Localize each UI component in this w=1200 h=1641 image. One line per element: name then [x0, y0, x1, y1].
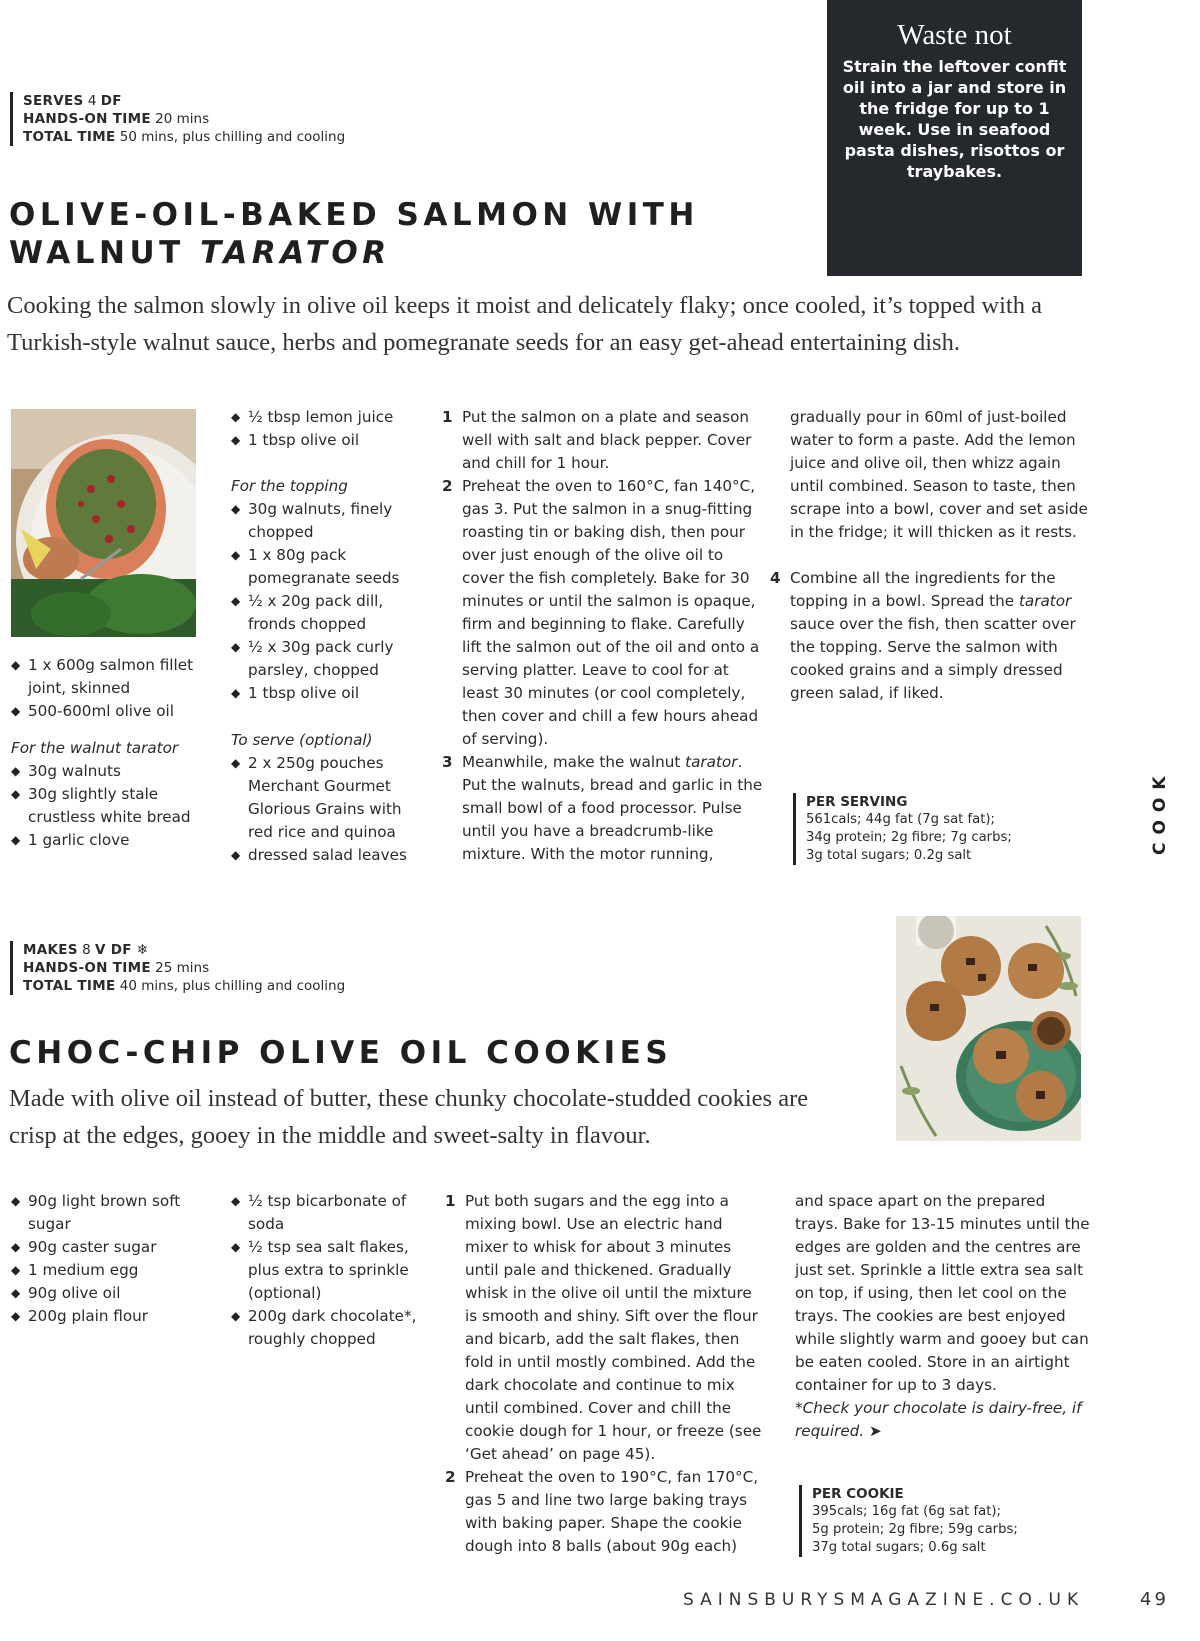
step2-continued: and space apart on the prepared trays. Bake for 13-15 minutes until the edges are golden and the centres are just set. Sprinkle a little extra sea salt on top, if using, then let cool on the trays. The cookies are best enjoyed while slightly warm and gooey but can be eaten cooled. Store in an airtight container for up to 3 days. [795, 1192, 1090, 1394]
list-item: ◆ 2 x 250g pouches Merchant Gourmet Glorious Grains with red rice and quinoa [231, 752, 411, 844]
to-serve-ingredients [231, 752, 411, 867]
serves-label: SERVES [23, 93, 84, 109]
per-serving-heading: PER SERVING [806, 794, 908, 810]
step-text: Put the salmon on a plate and season well with salt and black pepper. Cover and chill for 1 hour. [462, 408, 752, 472]
method-step [445, 1466, 765, 1558]
total-time-value: 50 mins, plus chilling and cooling [119, 129, 346, 145]
step-text: Preheat the oven to 160°C, fan 140°C, gas 3. Put the salmon in a snug-fitting roasting tin or baking dish, then pour over just enough of the olive oil to cover the fish completely. Bake for 30 minutes or until the salmon is opaque, firm and beginning to flake. Carefully lift the salmon out of the oil and onto a serving platter. Leave to cool for at least 30 minutes (or cool completely, then cover and chill a few hours ahead of serving). [462, 477, 760, 748]
diet-badge: V DF ❄ [94, 942, 149, 958]
list-item: ◆ 1 x 80g pack pomegranate seeds [231, 544, 411, 590]
diet-badge: DF [100, 93, 122, 109]
salmon-method [442, 406, 764, 866]
walnut-tarator-heading: For the walnut tarator [11, 739, 179, 757]
total-time-label: TOTAL TIME [23, 978, 116, 994]
list-item: ◆ ½ tsp bicarbonate of soda [231, 1190, 431, 1236]
dairy-free-note [795, 1397, 1090, 1443]
tarator-ingredients-cont [231, 406, 421, 452]
per-cookie-nutrition [799, 1485, 1072, 1557]
recipe2-intro: Made with olive oil instead of butter, these chunky chocolate-studded cookies are crisp at the edges, gooey in the middle and sweet-salty in flavour. [9, 1085, 809, 1149]
list-item: ◆ ½ tsp sea salt flakes, plus extra to sprinkle (optional) [231, 1236, 431, 1305]
step-text: Put both sugars and the egg into a mixing bowl. Use an electric hand mixer to whisk for about 3 minutes until pale and thickened. Gradually whisk in the olive oil until the mixture is smooth and shiny. Sift over the flour and bicarb, add the salt flakes, then fold in until mostly combined. Add the dark chocolate and continue to mix until combined. Cover and chill the cookie dough for 1 hour, or freeze (see ‘Get ahead’ on page 45). [465, 1192, 762, 1463]
per-serving-nutrition [793, 793, 1066, 865]
list-item: ◆ 30g walnuts, finely chopped [231, 498, 411, 544]
hands-on-label: HANDS-ON TIME [23, 960, 151, 976]
recipe2-meta [10, 941, 403, 995]
list-item: ◆ dressed salad leaves [231, 844, 411, 867]
salmon-photo [11, 409, 196, 637]
nutrition-line: 5g protein; 2g fibre; 59g carbs; [812, 1522, 1018, 1537]
note-text: *Check your chocolate is dairy-free, if required. [795, 1399, 1082, 1440]
step-number: 3 [442, 753, 453, 771]
list-item: ◆ 200g dark chocolate*, roughly chopped [231, 1305, 431, 1351]
list-item: ◆ 90g olive oil [11, 1282, 201, 1305]
waste-not-box [827, 0, 1082, 276]
step-text-italic: tarator [685, 753, 738, 771]
method-step [445, 1190, 765, 1466]
step-number: 4 [770, 569, 781, 587]
recipe1-meta [10, 92, 403, 146]
nutrition-line: 3g total sugars; 0.2g salt [806, 848, 972, 863]
list-item: ◆ 90g light brown soft sugar [11, 1190, 201, 1236]
step-text-italic: tarator [1018, 592, 1072, 610]
method-step [442, 751, 764, 866]
list-item: ◆ 1 tbsp olive oil [231, 429, 421, 452]
to-serve-heading: To serve (optional) [231, 731, 373, 749]
list-item: ◆ ½ tbsp lemon juice [231, 406, 421, 429]
nutrition-line: 561cals; 44g fat (7g sat fat); [806, 812, 995, 827]
method-step [442, 475, 764, 751]
cookie-ingredients-col1 [11, 1190, 201, 1328]
step3-continued: gradually pour in 60ml of just-boiled water to form a paste. Add the lemon juice and olive oil, then whizz again until combined. Season to taste, then scrape into a bowl, cover and set aside in the fridge; it will thicken as it rests. [790, 408, 1088, 541]
serves-value: 4 [87, 93, 97, 109]
total-time-label: TOTAL TIME [23, 129, 116, 145]
cookies-photo [896, 916, 1081, 1141]
nutrition-line: 395cals; 16g fat (6g sat fat); [812, 1504, 1001, 1519]
list-item: ◆ 1 x 600g salmon fillet joint, skinned [11, 654, 201, 700]
step-number: 1 [445, 1192, 456, 1210]
list-item: ◆ 200g plain flour [11, 1305, 201, 1328]
list-item: ◆ 30g slightly stale crustless white bread [11, 783, 201, 829]
step-text: Preheat the oven to 190°C, fan 170°C, gas 5 and line two large baking trays with baking paper. Shape the cookie dough into 8 balls (about 90g each) [465, 1468, 759, 1555]
title-italic: TARATOR [200, 235, 391, 271]
method-step [442, 406, 764, 475]
waste-not-title: Waste not [897, 19, 1012, 51]
title-line2: WALNUT [9, 235, 201, 271]
hands-on-value: 25 mins [155, 960, 210, 976]
method-step [770, 567, 1088, 705]
makes-label: MAKES [23, 942, 78, 958]
list-item: ◆ 1 garlic clove [11, 829, 201, 852]
page-number: 49 [1140, 1589, 1169, 1610]
nutrition-line: 34g protein; 2g fibre; 7g carbs; [806, 830, 1012, 845]
topping-heading: For the topping [231, 477, 348, 495]
step-number: 2 [445, 1468, 456, 1486]
list-item: ◆ 1 tbsp olive oil [231, 682, 411, 705]
step-number: 1 [442, 408, 453, 426]
list-item: ◆ ½ x 20g pack dill, fronds chopped [231, 590, 411, 636]
cookie-method [445, 1190, 765, 1558]
title-line1: OLIVE-OIL-BAKED SALMON WITH [9, 197, 699, 233]
topping-ingredients [231, 498, 411, 705]
step-number: 2 [442, 477, 453, 495]
waste-not-body: Strain the leftover confit oil into a jar and store in the fridge for up to 1 week. Use in seafood pasta dishes, risottos or traybakes. [842, 57, 1067, 181]
list-item: ◆ 90g caster sugar [11, 1236, 201, 1259]
recipe2-title: CHOC-CHIP OLIVE OIL COOKIES [9, 1035, 673, 1071]
per-cookie-heading: PER COOKIE [812, 1486, 904, 1502]
footer-website: SAINSBURYSMAGAZINE.CO.UK [683, 1590, 1085, 1610]
walnut-tarator-ingredients [11, 760, 201, 852]
cookie-ingredients-col2 [231, 1190, 431, 1351]
section-label-cook: COOK [1150, 768, 1170, 855]
step-text: . Put the walnuts, bread and garlic in the small bowl of a food processor. Pulse until you have a breadcrumb-like mixture. With the motor running, [462, 753, 763, 863]
recipe1-title [9, 196, 769, 272]
list-item: ◆ ½ x 30g pack curly parsley, chopped [231, 636, 411, 682]
list-item: ◆ 1 medium egg [11, 1259, 201, 1282]
list-item: ◆ 30g walnuts [11, 760, 201, 783]
step-text: Meanwhile, make the walnut [462, 753, 686, 771]
hands-on-value: 20 mins [155, 111, 210, 127]
step-text: sauce over the fish, then scatter over the topping. Serve the salmon with cooked grains and a simply dressed green salad, if liked. [790, 615, 1076, 702]
list-item: ◆ 500-600ml olive oil [11, 700, 201, 723]
nutrition-line: 37g total sugars; 0.6g salt [812, 1540, 986, 1555]
salmon-main-ingredients [11, 654, 201, 723]
hands-on-label: HANDS-ON TIME [23, 111, 151, 127]
salmon-method-cont [770, 567, 1088, 705]
step-text: Combine all the ingredients for the topping in a bowl. Spread the [790, 569, 1056, 610]
arrow-icon: ➤ [868, 1422, 882, 1440]
recipe1-intro: Cooking the salmon slowly in olive oil keeps it moist and delicately flaky; once cooled, it’s topped with a Turkish-style walnut sauce, herbs and pomegranate seeds for an easy get-ahead entertaining dish. [7, 292, 1042, 356]
total-time-value: 40 mins, plus chilling and cooling [119, 978, 346, 994]
makes-value: 8 [82, 942, 91, 958]
